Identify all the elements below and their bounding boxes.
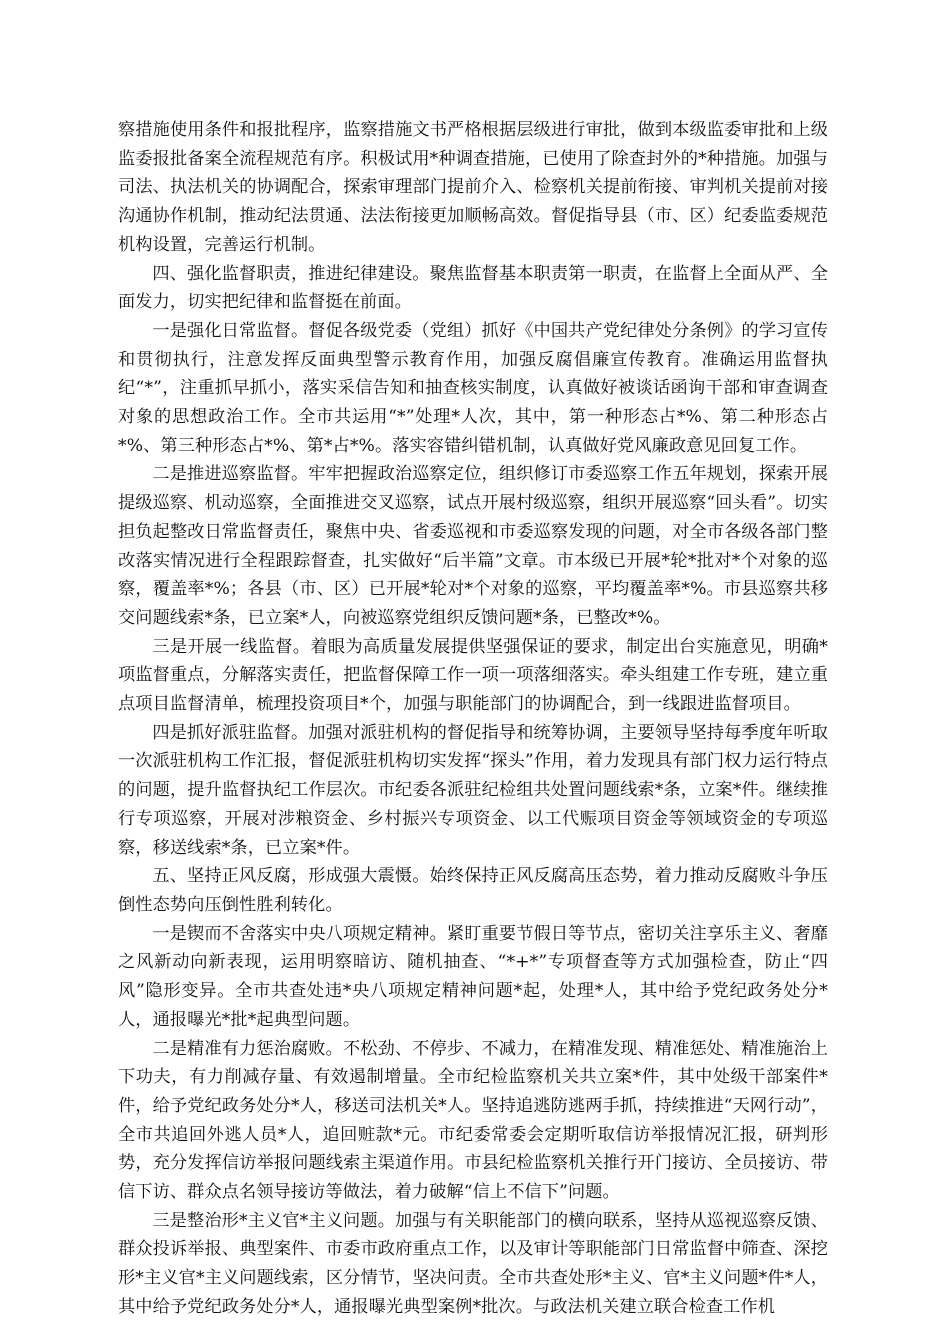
paragraph-stationed-supervision: 四是抓好派驻监督。加强对派驻机构的督促指导和统筹协调，主要领导坚持每季度年听取一次派驻机构工作汇报，督促派驻机构切实发挥“探头”作用，着力发现具有部门权力运行特点的问题，提升监督执纪工作层次。市纪委各派驻纪检组共处置问题线索*条，立案*件。继续推行专项巡察，开展对涉粮资金、乡村振兴专项资金、以工代赈项目资金等领域资金的专项巡察，移送线索*条，已立案*件。 — [118, 722, 828, 858]
paragraph-daily-supervision: 一是强化日常监督。督促各级党委（党组）抓好《中国共产党纪律处分条例》的学习宣传和贯彻执行，注意发挥反面典型警示教育作用，加强反腐倡廉宣传教育。准确运用监督执纪“*”，注重抓早抓小，落实采信告知和抽查核实制度，认真做好被谈话函询干部和审查调查对象的思想政治工作。全市共运用“*”处理*人次，其中，第一种形态占*%、第二种形态占*%、第三种形态占*%、第*占*%。落实容错纠错机制，认真做好党风廉政意见回复工作。 — [118, 320, 828, 456]
paragraph-eight-regulations: 一是锲而不舍落实中央八项规定精神。紧盯重要节假日等节点，密切关注享乐主义、奢靡之风新动向新表现，运用明察暗访、随机抽查、“*+*”专项督查等方式加强检查，防止“四风”隐形变异。全市共查处违*央八项规定精神问题*起，处理*人，其中给予党纪政务处分*人，通报曝光*批*起典型问题。 — [118, 923, 828, 1030]
paragraph-continued: 察措施使用条件和报批程序，监察措施文书严格根据层级进行审批，做到本级监委审批和上级监委报批备案全流程规范有序。积极试用*种调查措施，已使用了除查封外的*种措施。加强与司法、执法机关的协调配合，探索审理部门提前介入、检察机关提前衔接、审判机关提前对接沟通协作机制，推动纪法贯通、法法衔接更加顺畅高效。督促指导县（市、区）纪委监委规范机构设置，完善运行机制。 — [118, 120, 828, 255]
section-heading-five: 五、坚持正风反腐，形成强大震慑。始终保持正风反腐高压态势，着力推动反腐败斗争压倒性态势向压倒性胜利转化。 — [118, 866, 828, 915]
section-heading-four: 四、强化监督职责，推进纪律建设。聚焦监督基本职责第一职责，在监督上全面从严、全面发力，切实把纪律和监督挺在前面。 — [118, 263, 828, 313]
document-body — [118, 116, 828, 1322]
paragraph-punish-corruption: 二是精准有力惩治腐败。不松劲、不停步、不减力，在精准发现、精准惩处、精准施治上下功夫，有力削减存量、有效遏制增量。全市纪检监察机关共立案*件，其中处级干部案件*件，给予党纪政务处分*人，移送司法机关*人。坚持追逃防逃两手抓，持续推进“天网行动”，全市共追回外逃人员*人，追回赃款*元。市纪委常委会定期听取信访举报情况汇报，研判形势，充分发挥信访举报问题线索主渠道作用。市县纪检监察机关推行开门接访、全员接访、带信下访、群众点名领导接访等做法，着力破解“信上不信下”问题。 — [118, 1038, 828, 1203]
paragraph-frontline-supervision: 三是开展一线监督。着眼为高质量发展提供坚强保证的要求，制定出台实施意见，明确*项监督重点，分解落实责任，把监督保障工作一项一项落细落实。牵头组建工作专班，建立重点项目监督清单，梳理投资项目*个，加强与职能部门的协调配合，到一线跟进监督项目。 — [118, 636, 828, 715]
paragraph-inspection-supervision: 二是推进巡察监督。牢牢把握政治巡察定位，组织修订市委巡察工作五年规划，探索开展提级巡察、机动巡察，全面推进交叉巡察，试点开展村级巡察，组织开展巡察“回头看”。切实担负起整改日常监督责任，聚焦中央、省委巡视和市委巡察发现的问题，对全市各级各部门整改落实情况进行全程跟踪督查，扎实做好“后半篇”文章。市本级已开展*轮*批对*个对象的巡察，覆盖率*%；各县（市、区）已开展*轮对*个对象的巡察，平均覆盖率*%。市县巡察共移交问题线索*条，已立案*人，向被巡察党组织反馈问题*条，已整改*%。 — [118, 464, 828, 628]
paragraph-formalism-bureaucracy: 三是整治形*主义官*主义问题。加强与有关职能部门的横向联系，坚持从巡视巡察反馈、群众投诉举报、典型案件、市委市政府重点工作，以及审计等职能部门日常监督中筛查、深挖形*主义官*主义问题线索，区分情节，坚决问责。全市共查处形*主义、官*主义问题*件*人，其中给予党纪政务处分*人，通报曝光典型案例*批次。与政法机关建立联合检查工作机 — [118, 1210, 828, 1317]
